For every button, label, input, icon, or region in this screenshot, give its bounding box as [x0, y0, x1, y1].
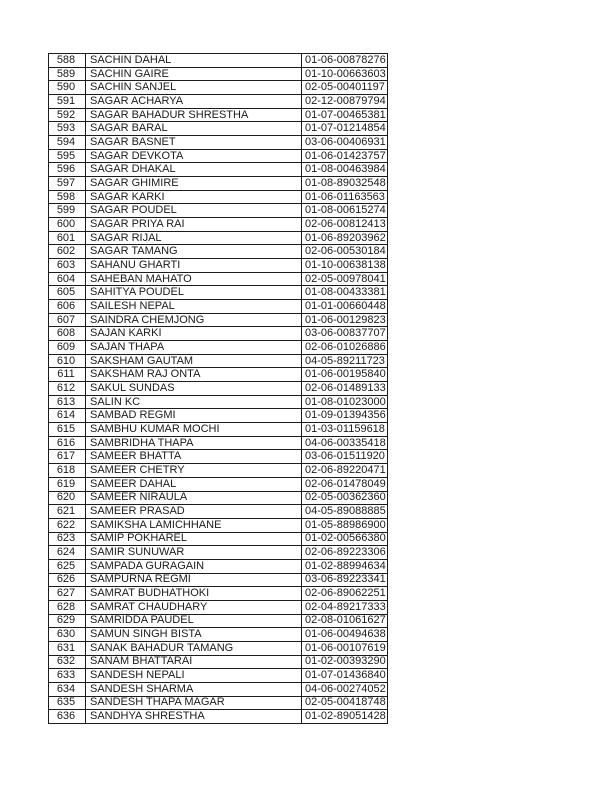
row-number-cell: 597 [49, 177, 86, 191]
id-number-cell: 01-08-00463984 [302, 163, 388, 177]
table-row [49, 272, 388, 286]
row-number-cell: 609 [49, 341, 86, 355]
name-cell: SAGAR DEVKOTA [86, 149, 302, 163]
name-cell: SAGAR BARAL [86, 122, 302, 136]
name-cell: SAMPURNA REGMI [86, 573, 302, 587]
table-row [49, 600, 388, 614]
id-number-cell: 01-06-89203962 [302, 231, 388, 245]
id-number-cell: 02-06-89062251 [302, 587, 388, 601]
row-number-cell: 634 [49, 682, 86, 696]
row-number-cell: 632 [49, 655, 86, 669]
name-cell: SAGAR TAMANG [86, 245, 302, 259]
name-cell: SAMUN SINGH BISTA [86, 628, 302, 642]
name-cell: SAHEBAN MAHATO [86, 272, 302, 286]
id-number-cell: 02-12-00879794 [302, 95, 388, 109]
name-cell: SAGAR KARKI [86, 190, 302, 204]
id-number-cell: 04-05-89088885 [302, 505, 388, 519]
row-number-cell: 600 [49, 218, 86, 232]
row-number-cell: 593 [49, 122, 86, 136]
table-row [49, 655, 388, 669]
id-number-cell: 01-08-01023000 [302, 395, 388, 409]
id-number-cell: 01-08-00433381 [302, 286, 388, 300]
id-number-cell: 03-06-00837707 [302, 327, 388, 341]
row-number-cell: 621 [49, 505, 86, 519]
id-number-cell: 02-05-00418748 [302, 696, 388, 710]
row-number-cell: 623 [49, 532, 86, 546]
name-cell: SAGAR ACHARYA [86, 95, 302, 109]
id-number-cell: 01-06-01163563 [302, 190, 388, 204]
row-number-cell: 620 [49, 491, 86, 505]
table-row [49, 190, 388, 204]
name-cell: SAGAR GHIMIRE [86, 177, 302, 191]
row-number-cell: 604 [49, 272, 86, 286]
id-number-cell: 01-02-00393290 [302, 655, 388, 669]
id-number-cell: 02-06-01478049 [302, 477, 388, 491]
id-number-cell: 01-02-00566380 [302, 532, 388, 546]
row-number-cell: 625 [49, 559, 86, 573]
table-row [49, 313, 388, 327]
name-cell: SAGAR DHAKAL [86, 163, 302, 177]
name-cell: SAHANU GHARTI [86, 259, 302, 273]
table-row [49, 641, 388, 655]
name-cell: SANDESH SHARMA [86, 682, 302, 696]
row-number-cell: 605 [49, 286, 86, 300]
id-number-cell: 02-06-00530184 [302, 245, 388, 259]
row-number-cell: 608 [49, 327, 86, 341]
id-number-cell: 01-10-00638138 [302, 259, 388, 273]
table-row [49, 614, 388, 628]
table-row [49, 149, 388, 163]
name-cell: SAMIP POKHAREL [86, 532, 302, 546]
name-cell: SALIN KC [86, 395, 302, 409]
id-number-cell: 04-06-00274052 [302, 682, 388, 696]
id-number-cell: 01-02-88994634 [302, 559, 388, 573]
name-cell: SANDHYA SHRESTHA [86, 710, 302, 724]
id-number-cell: 02-08-01061627 [302, 614, 388, 628]
id-number-cell: 01-05-88986900 [302, 518, 388, 532]
table-row [49, 54, 388, 68]
id-number-cell: 02-06-01489133 [302, 382, 388, 396]
row-number-cell: 594 [49, 136, 86, 150]
row-number-cell: 603 [49, 259, 86, 273]
id-number-cell: 02-06-01026886 [302, 341, 388, 355]
name-cell: SACHIN SANJEL [86, 81, 302, 95]
name-cell: SAGAR BASNET [86, 136, 302, 150]
id-number-cell: 02-05-00401197 [302, 81, 388, 95]
table-row [49, 136, 388, 150]
name-cell: SAKUL SUNDAS [86, 382, 302, 396]
table-row [49, 518, 388, 532]
table-row [49, 464, 388, 478]
id-number-cell: 02-04-89217333 [302, 600, 388, 614]
name-cell: SANDESH NEPALI [86, 669, 302, 683]
table-row [49, 177, 388, 191]
table-row [49, 81, 388, 95]
name-cell: SANAM BHATTARAI [86, 655, 302, 669]
id-number-cell: 02-06-89223306 [302, 546, 388, 560]
row-number-cell: 629 [49, 614, 86, 628]
row-number-cell: 631 [49, 641, 86, 655]
table-row [49, 505, 388, 519]
row-number-cell: 606 [49, 300, 86, 314]
id-number-cell: 03-06-01511920 [302, 450, 388, 464]
id-number-cell: 02-06-00812413 [302, 218, 388, 232]
row-number-cell: 591 [49, 95, 86, 109]
applicant-table-body [49, 54, 388, 724]
row-number-cell: 618 [49, 464, 86, 478]
table-row [49, 67, 388, 81]
table-row [49, 669, 388, 683]
row-number-cell: 614 [49, 409, 86, 423]
table-row [49, 286, 388, 300]
row-number-cell: 590 [49, 81, 86, 95]
table-row [49, 546, 388, 560]
row-number-cell: 619 [49, 477, 86, 491]
name-cell: SAMIR SUNUWAR [86, 546, 302, 560]
table-row [49, 628, 388, 642]
table-row [49, 696, 388, 710]
id-number-cell: 02-05-00362360 [302, 491, 388, 505]
id-number-cell: 02-06-89220471 [302, 464, 388, 478]
row-number-cell: 607 [49, 313, 86, 327]
name-cell: SACHIN GAIRE [86, 67, 302, 81]
name-cell: SAILESH NEPAL [86, 300, 302, 314]
table-row [49, 231, 388, 245]
row-number-cell: 627 [49, 587, 86, 601]
table-row [49, 354, 388, 368]
row-number-cell: 630 [49, 628, 86, 642]
table-row [49, 382, 388, 396]
table-row [49, 259, 388, 273]
row-number-cell: 636 [49, 710, 86, 724]
id-number-cell: 02-05-00978041 [302, 272, 388, 286]
row-number-cell: 599 [49, 204, 86, 218]
name-cell: SAMBAD REGMI [86, 409, 302, 423]
id-number-cell: 01-08-89032548 [302, 177, 388, 191]
table-row [49, 395, 388, 409]
id-number-cell: 01-06-01423757 [302, 149, 388, 163]
row-number-cell: 622 [49, 518, 86, 532]
row-number-cell: 601 [49, 231, 86, 245]
name-cell: SAMBRIDHA THAPA [86, 436, 302, 450]
table-row [49, 559, 388, 573]
name-cell: SAMEER BHATTA [86, 450, 302, 464]
name-cell: SAMEER PRASAD [86, 505, 302, 519]
table-row [49, 327, 388, 341]
name-cell: SAMRIDDA PAUDEL [86, 614, 302, 628]
row-number-cell: 616 [49, 436, 86, 450]
name-cell: SANDESH THAPA MAGAR [86, 696, 302, 710]
row-number-cell: 613 [49, 395, 86, 409]
name-cell: SAINDRA CHEMJONG [86, 313, 302, 327]
row-number-cell: 626 [49, 573, 86, 587]
name-cell: SAMRAT BUDHATHOKI [86, 587, 302, 601]
name-cell: SAKSHAM GAUTAM [86, 354, 302, 368]
name-cell: SAGAR RIJAL [86, 231, 302, 245]
name-cell: SAGAR BAHADUR SHRESTHA [86, 108, 302, 122]
table-row [49, 587, 388, 601]
name-cell: SAGAR PRIYA RAI [86, 218, 302, 232]
name-cell: SAJAN KARKI [86, 327, 302, 341]
row-number-cell: 611 [49, 368, 86, 382]
table-row [49, 682, 388, 696]
row-number-cell: 589 [49, 67, 86, 81]
name-cell: SAJAN THAPA [86, 341, 302, 355]
table-row [49, 368, 388, 382]
row-number-cell: 612 [49, 382, 86, 396]
name-cell: SACHIN DAHAL [86, 54, 302, 68]
name-cell: SAMRAT CHAUDHARY [86, 600, 302, 614]
id-number-cell: 01-06-00195840 [302, 368, 388, 382]
table-row [49, 532, 388, 546]
id-number-cell: 01-07-00465381 [302, 108, 388, 122]
name-cell: SANAK BAHADUR TAMANG [86, 641, 302, 655]
name-cell: SAMEER NIRAULA [86, 491, 302, 505]
row-number-cell: 628 [49, 600, 86, 614]
row-number-cell: 596 [49, 163, 86, 177]
id-number-cell: 01-02-89051428 [302, 710, 388, 724]
name-cell: SAKSHAM RAJ ONTA [86, 368, 302, 382]
name-cell: SAMEER CHETRY [86, 464, 302, 478]
name-cell: SAMPADA GURAGAIN [86, 559, 302, 573]
table-row [49, 122, 388, 136]
table-row [49, 409, 388, 423]
id-number-cell: 01-06-00494638 [302, 628, 388, 642]
applicant-table [48, 53, 388, 724]
id-number-cell: 01-06-00129823 [302, 313, 388, 327]
id-number-cell: 01-07-01214854 [302, 122, 388, 136]
id-number-cell: 04-05-89211723 [302, 354, 388, 368]
id-number-cell: 03-06-89223341 [302, 573, 388, 587]
row-number-cell: 588 [49, 54, 86, 68]
id-number-cell: 01-08-00615274 [302, 204, 388, 218]
name-cell: SAHITYA POUDEL [86, 286, 302, 300]
id-number-cell: 01-06-00107619 [302, 641, 388, 655]
row-number-cell: 633 [49, 669, 86, 683]
row-number-cell: 624 [49, 546, 86, 560]
table-row [49, 477, 388, 491]
table-row [49, 573, 388, 587]
table-row [49, 95, 388, 109]
table-row [49, 245, 388, 259]
name-cell: SAGAR POUDEL [86, 204, 302, 218]
table-row [49, 300, 388, 314]
table-row [49, 204, 388, 218]
row-number-cell: 615 [49, 423, 86, 437]
id-number-cell: 01-07-01436840 [302, 669, 388, 683]
row-number-cell: 602 [49, 245, 86, 259]
table-row [49, 423, 388, 437]
id-number-cell: 01-06-00878276 [302, 54, 388, 68]
name-cell: SAMBHU KUMAR MOCHI [86, 423, 302, 437]
table-row [49, 710, 388, 724]
table-row [49, 163, 388, 177]
table-row [49, 218, 388, 232]
name-cell: SAMEER DAHAL [86, 477, 302, 491]
table-row [49, 341, 388, 355]
id-number-cell: 01-09-01394356 [302, 409, 388, 423]
id-number-cell: 01-03-01159618 [302, 423, 388, 437]
row-number-cell: 598 [49, 190, 86, 204]
table-row [49, 436, 388, 450]
row-number-cell: 595 [49, 149, 86, 163]
name-cell: SAMIKSHA LAMICHHANE [86, 518, 302, 532]
table-row [49, 491, 388, 505]
row-number-cell: 617 [49, 450, 86, 464]
id-number-cell: 01-01-00660448 [302, 300, 388, 314]
row-number-cell: 610 [49, 354, 86, 368]
id-number-cell: 03-06-00406931 [302, 136, 388, 150]
row-number-cell: 635 [49, 696, 86, 710]
id-number-cell: 04-06-00335418 [302, 436, 388, 450]
table-row [49, 108, 388, 122]
id-number-cell: 01-10-00663603 [302, 67, 388, 81]
table-row [49, 450, 388, 464]
row-number-cell: 592 [49, 108, 86, 122]
